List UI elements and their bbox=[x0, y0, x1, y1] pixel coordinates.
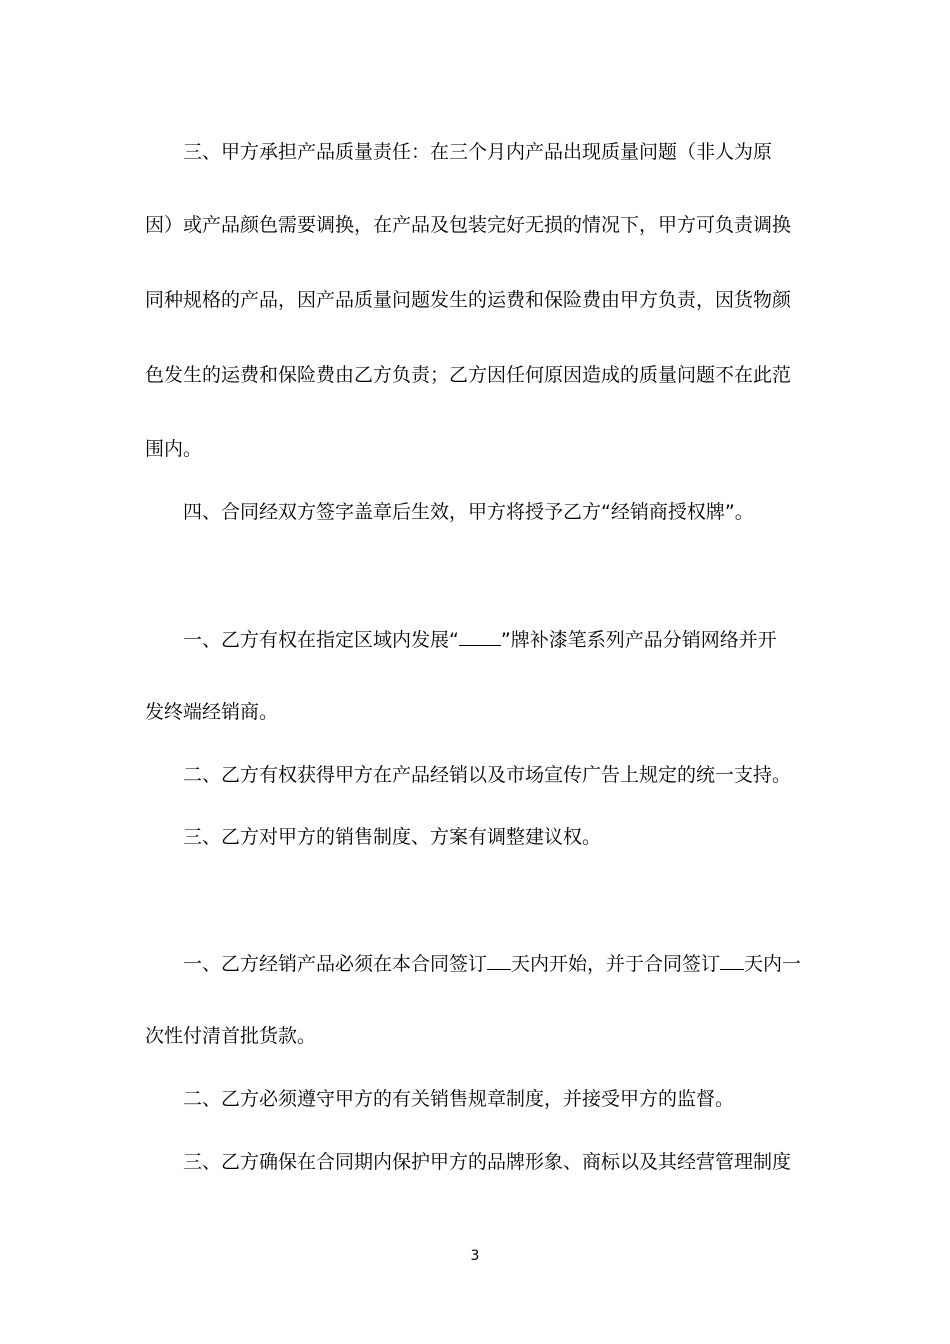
paragraph-line bbox=[183, 949, 853, 977]
paragraph-line: 同种规格的产品，因产品质量问题发生的运费和保险费由甲方负责，因货物颜 bbox=[145, 289, 792, 311]
paragraph-line: 三、甲方承担产品质量责任：在三个月内产品出现质量问题（非人为原 bbox=[183, 141, 773, 163]
paragraph-line: 三、乙方对甲方的销售制度、方案有调整建议权。 bbox=[183, 826, 602, 848]
paragraph-text: ”牌补漆笔系列产品分销网络并开 bbox=[500, 629, 777, 651]
paragraph-line: 二、乙方有权获得甲方在产品经销以及市场宣传广告上规定的统一支持。 bbox=[183, 764, 792, 786]
paragraph-text: 一、乙方有权在指定区域内发展“ bbox=[183, 629, 459, 651]
page-number: 3 bbox=[470, 1248, 480, 1264]
paragraph-line: 次性付清首批货款。 bbox=[145, 1025, 317, 1047]
paragraph-line: 色发生的运费和保险费由乙方负责；乙方因任何原因造成的质量问题不在此范 bbox=[145, 364, 792, 386]
paragraph-text: 天内开始，并于合同签订 bbox=[511, 953, 721, 975]
paragraph-line: 因）或产品颜色需要调换，在产品及包装完好无损的情况下，甲方可负责调换 bbox=[145, 214, 792, 236]
paragraph-line bbox=[183, 625, 853, 653]
paragraph-text: 天内一 bbox=[744, 953, 802, 975]
fill-in-blank bbox=[720, 949, 744, 970]
paragraph-line: 围内。 bbox=[145, 438, 203, 460]
paragraph-line: 四、合同经双方签字盖章后生效，甲方将授予乙方“经销商授权牌”。 bbox=[183, 501, 754, 523]
paragraph-line: 三、乙方确保在合同期内保护甲方的品牌形象、商标以及其经营管理制度 bbox=[183, 1151, 792, 1173]
paragraph-line: 发终端经销商。 bbox=[145, 701, 279, 723]
paragraph-text: 一、乙方经销产品必须在本合同签订 bbox=[183, 953, 488, 975]
paragraph-line: 二、乙方必须遵守甲方的有关销售规章制度，并接受甲方的监督。 bbox=[183, 1088, 735, 1110]
fill-in-blank bbox=[459, 625, 501, 646]
fill-in-blank bbox=[487, 949, 511, 970]
